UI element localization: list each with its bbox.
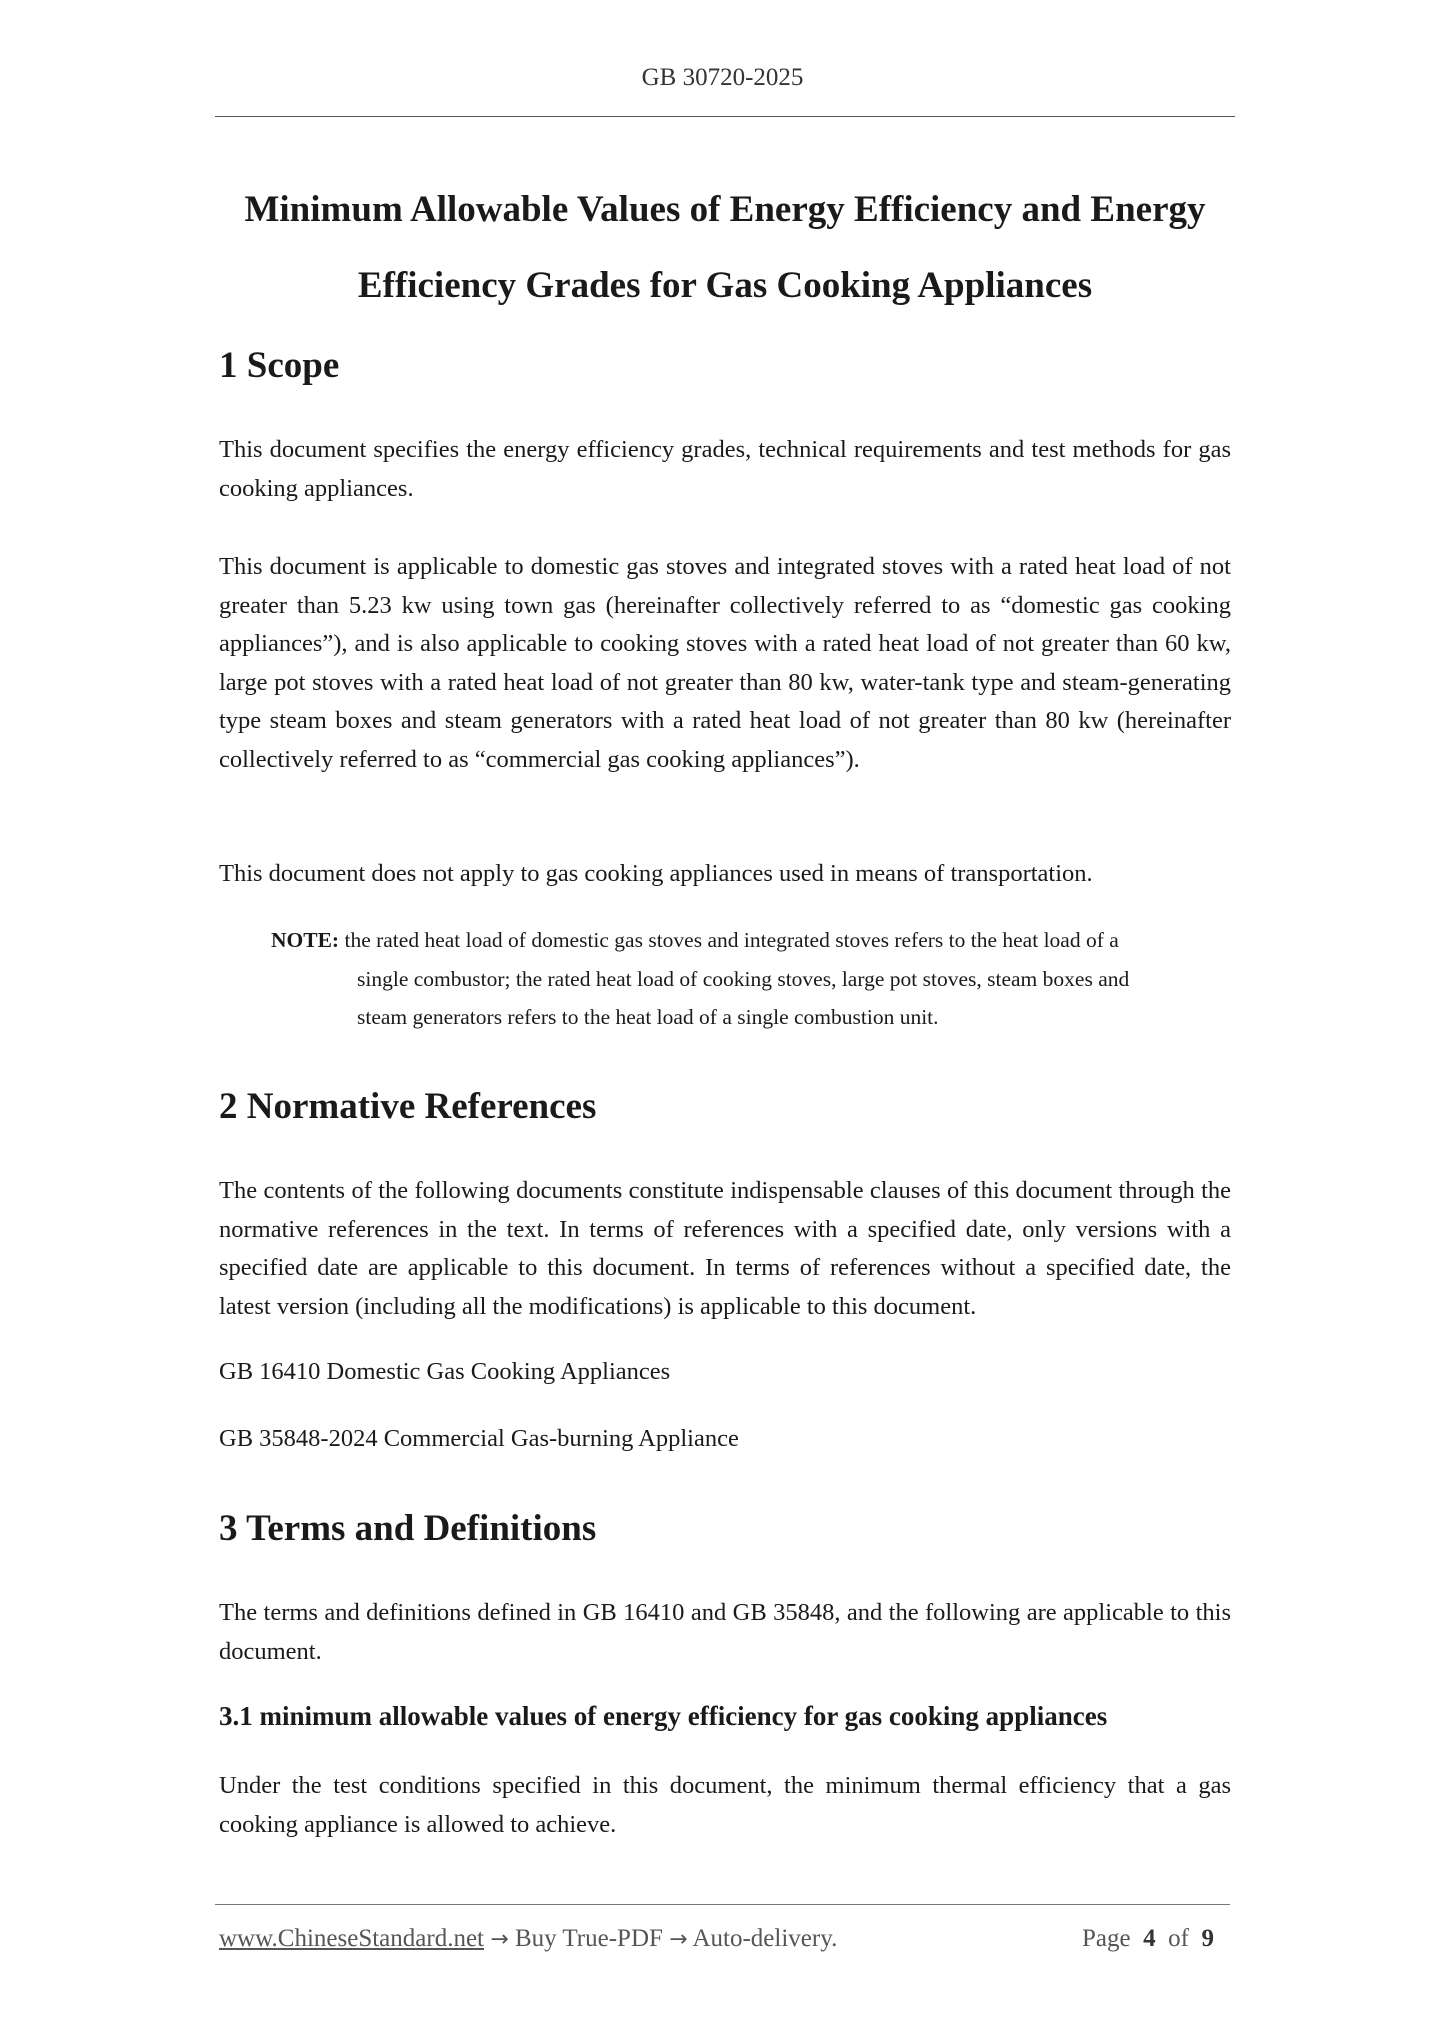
section-heading-scope: 1 Scope <box>219 345 340 386</box>
site-link[interactable]: www.ChineseStandard.net <box>219 1925 484 1952</box>
total-pages: 9 <box>1201 1925 1214 1952</box>
footer-links <box>219 1925 837 1953</box>
page-number: Page 4 of 9 <box>1082 1925 1214 1952</box>
reference-item: GB 35848-2024 Commercial Gas-burning Appliance <box>219 1425 739 1452</box>
section-heading-terms-definitions: 3 Terms and Definitions <box>219 1508 597 1549</box>
terms-paragraph: The terms and definitions defined in GB 16410 and GB 35848, and the following are applicable to this document. <box>219 1599 1231 1665</box>
header-standard-code: GB 30720-2025 <box>641 64 804 91</box>
note-line-2: single combustor; the rated heat load of cooking stoves, large pot stoves, steam boxes and <box>357 966 1130 991</box>
arrow-right-icon: → <box>669 1927 688 1952</box>
scope-paragraph-2: This document is applicable to domestic gas stoves and integrated stoves with a rated heat load of not greater than 5.23 kw using town gas (hereinafter collectively referred to as “domestic gas cooking appliances”), and is also applicable to cooking stoves with a rated heat load of not greater than 60 kw, large pot stoves with a rated heat load of not greater than 80 kw, water-tank type and steam-generating type steam boxes and steam generators with a rated heat load of not greater than 80 kw (hereinafter collectively referred to as “commercial gas cooking appliances”). <box>219 553 1231 773</box>
scope-paragraph-3: This document does not apply to gas cooking appliances used in means of transportation. <box>219 860 1093 887</box>
subsection-3-1-paragraph: Under the test conditions specified in this document, the minimum thermal efficiency that a gas cooking appliance is allowed to achieve. <box>219 1772 1231 1838</box>
scope-note <box>271 921 1231 1037</box>
auto-delivery-text: Auto-delivery. <box>692 1925 838 1952</box>
scope-paragraph-1: This document specifies the energy efficiency grades, technical requirements and test methods for gas cooking appliances. <box>219 436 1231 502</box>
title-line-2: Efficiency Grades for Gas Cooking Appliances <box>357 265 1093 306</box>
note-line-1: NOTE: the rated heat load of domestic gas stoves and integrated stoves refers to the heat load of a <box>271 928 1119 952</box>
note-line-3: steam generators refers to the heat load of a single combustion unit. <box>357 1005 939 1029</box>
arrow-right-icon: → <box>490 1927 509 1952</box>
normative-paragraph: The contents of the following documents constitute indispensable clauses of this document through the normative references in the text. In terms of references with a specified date, only versions with a specified date are applicable to this document. In terms of references without a specified date, the latest version (including all the modifications) is applicable to this document. <box>219 1177 1231 1320</box>
buy-pdf-text: Buy True-PDF <box>514 1925 663 1952</box>
reference-item: GB 16410 Domestic Gas Cooking Appliances <box>219 1358 671 1385</box>
document-title <box>215 172 1235 324</box>
current-page: 4 <box>1143 1925 1156 1952</box>
footer-divider <box>215 1904 1230 1905</box>
note-label: NOTE: <box>271 928 340 952</box>
section-heading-normative-references: 2 Normative References <box>219 1086 597 1127</box>
subsection-heading-3-1: 3.1 minimum allowable values of energy efficiency for gas cooking appliances <box>219 1701 1108 1731</box>
title-line-1: Minimum Allowable Values of Energy Efficiency and Energy <box>244 189 1206 230</box>
header-divider <box>215 116 1235 117</box>
